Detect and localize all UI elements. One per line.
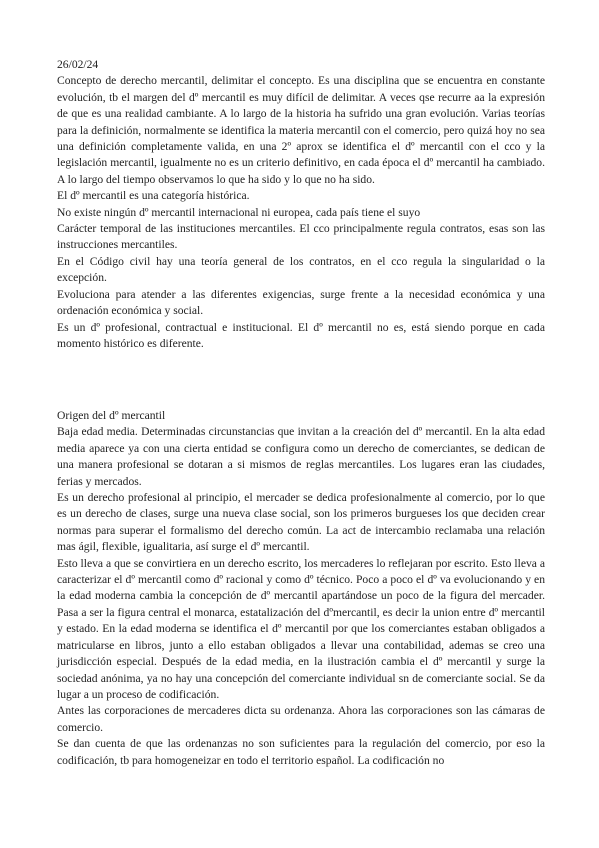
paragraph: No existe ningún dº mercantil internacional ni europea, cada país tiene el suyo <box>57 205 421 219</box>
paragraph: Se dan cuenta de que las ordenanzas no son suficientes para la regulación del comercio, por eso la codificación, tb para homogeneizar en todo el territorio español. La codificación no <box>57 737 545 767</box>
paragraph: Esto lleva a que se convirtiera en un derecho escrito, los mercaderes lo reflejaran por escrito. Esto lleva a caracterizar el dº mercantil como dº racional y como dº técnico. Poco a poco el dº va evolucionando y en la edad moderna cambia la concepción de dº mercantil apartándose un poco de la figura del mercader. Pasa a ser la figura central el monarca, estatalización del dºmercantil, es decir la union entre dº mercantil y estado. En la edad moderna se identifica el dº mercantil por que los comerciantes estaban obligados a matricularse en libros, junto a ello estaban obligados a llevar una contabilidad, ademas se creo una jurisdicción especial. Después de la edad media, en la ilustración cambia el dº mercantil y surge la sociedad anónima, ya no hay una concepción del comerciante individual sn de comerciante social. Se da lugar a un proceso de codificación. <box>57 556 545 701</box>
paragraph: Evoluciona para atender a las diferentes exigencias, surge frente a la necesidad económica y una ordenación económica y social. <box>57 287 545 318</box>
paragraph: Es un dº profesional, contractual e institucional. El dº mercantil no es, está siendo porque en cada momento histórico es diferente. <box>57 320 545 350</box>
section-origen <box>57 408 545 769</box>
section-heading: Origen del dº mercantil <box>57 409 166 422</box>
paragraph: Baja edad media. Determinadas circunstancias que invitan a la creación del dº mercantil. En la alta edad media aparece ya con una cierta entidad se configura como un derecho de comerciantes, se dedican de una manera profesional se dotaran a si mismos de reglas mercantiles. Los lugares eran las ciudades, ferias y mercados. <box>57 425 545 488</box>
section-concepto <box>57 57 545 352</box>
paragraph: Es un derecho profesional al principio, el mercader se dedica profesionalmente al comercio, por lo que es un derecho de clases, surge una nueva clase social, son los primeros burgueses los que deciden crear normas para superar el formalismo del derecho común. La act de intercambio reclamaba una relación mas ágil, flexible, igualitaria, así surge el dº mercantil. <box>57 491 545 554</box>
paragraph: En el Código civil hay una teoría general de los contratos, en el cco regula la singularidad o la excepción. <box>57 254 545 285</box>
paragraph: Carácter temporal de las instituciones mercantiles. El cco principalmente regula contratos, esas son las instrucciones mercantiles. <box>57 222 545 252</box>
paragraph: El dº mercantil es una categoría histórica. <box>57 189 250 203</box>
paragraph: Antes las corporaciones de mercaderes dicta su ordenanza. Ahora las corporaciones son las cámaras de comercio. <box>57 704 545 734</box>
paragraph: Concepto de derecho mercantil, delimitar el concepto. Es una disciplina que se encuentra en constante evolución, tb el margen del dº mercantil es muy difícil de delimitar. A veces qse recurre aa la expresión de que es una realidad cambiante. A lo largo de la historia ha sufrido una gran evolución. Varias teorías para la definición, normalmente se identifica la materia mercantil con el comercio, pero quizá hoy no sea una definición completamente valida, en una 2º aprox se identifica el dº mercantil con el cco y la legislación mercantil, igualmente no es un criterio definitivo, en cada época el dº mercantil ha cambiado. A lo largo del tiempo observamos lo que ha sido y lo que no ha sido. <box>57 74 545 186</box>
document-date: 26/02/24 <box>57 58 99 71</box>
